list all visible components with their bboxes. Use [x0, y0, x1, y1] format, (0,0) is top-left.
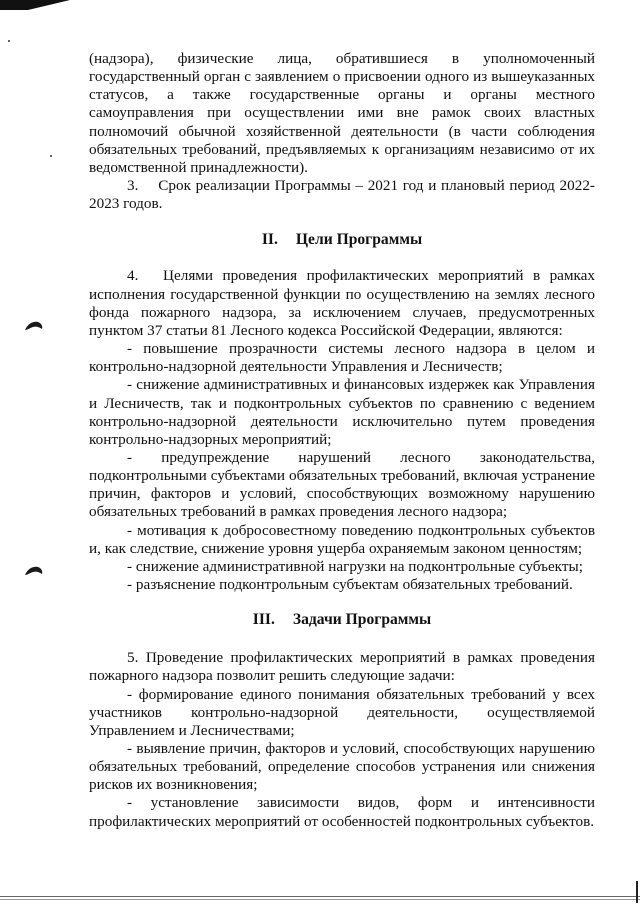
section-heading-tasks [89, 611, 595, 629]
section-title: Задачи Программы [292, 611, 432, 629]
scan-corner-artifact [628, 881, 638, 903]
section-number: III. [252, 611, 275, 629]
list-item: - снижение административных и финансовых издержек как Управления и Лесничеств, так и подконтрольных субъектов по сравнению с ведением контрольно-надзорной деятельности исключительно путем проведения контрольно-надзорных мероприятий; [89, 376, 595, 448]
punch-hole-mark [24, 565, 44, 577]
scan-corner-artifact [0, 0, 70, 10]
list-item: - снижение административной нагрузки на подконтрольные субъекты; [127, 557, 583, 575]
punch-hole-mark [24, 320, 44, 332]
list-item: - разъяснение подконтрольным субъектам обязательных требований. [127, 576, 573, 594]
list-item: - установление зависимости видов, форм и интенсивности профилактических мероприятий от особенностей подконтрольных субъектов. [89, 794, 595, 830]
list-item: - выявление причин, факторов и условий, способствующих нарушению обязательных требований, определение способов устранения или снижения рисков их возникновения; [89, 740, 595, 794]
list-item: - формирование единого понимания обязательных требований у всех участников контрольно-надзорной деятельности, осуществляемой Управлением и Лесничествами; [89, 685, 595, 739]
paragraph-item-5: 5. Проведение профилактических мероприятий в рамках проведения пожарного надзора позволит решить следующие задачи: [89, 649, 595, 685]
paragraph-item-3: 3. Срок реализации Программы – 2021 год и плановый период 2022-2023 годов. [89, 177, 595, 213]
section-number: II. [261, 231, 278, 249]
list-item: - повышение прозрачности системы лесного надзора в целом и контрольно-надзорной деятельности Управления и Лесничеств; [89, 340, 595, 376]
paragraph-item-4: 4. Целями проведения профилактических мероприятий в рамках исполнения государственной функции по осуществлению на землях лесного фонда пожарного надзора, за исключением случаев, предусмотренных пунктом 37 статьи 81 Лесного кодекса Российской Федерации, являются: [89, 267, 595, 339]
scan-bottom-edge [0, 896, 640, 897]
scan-bottom-edge [0, 899, 640, 900]
section-heading-goals [89, 231, 595, 249]
paragraph-continuation: (надзора), физические лица, обратившиеся в уполномоченный государственный орган с заявлением о присвоении одного из вышеуказанных статусов, а также государственные органы и органы местного самоуправления при осуществлении ими вне рамок своих властных полномочий обычной хозяйственной деятельности (в части соблюдения обязательных требований, предъявляемых к организациям независимо от их ведомственной принадлежности). [89, 50, 595, 176]
list-item: - предупреждение нарушений лесного законодательства, подконтрольными субъектами обязательных требований, включая устранение причин, факторов и условий, способствующих возможному нарушению обязательных требований в рамках проведения лесного надзора; [89, 448, 595, 521]
list-item: - мотивация к добросовестному поведению подконтрольных субъектов и, как следствие, снижение уровня ущерба охраняемым законом ценностям; [89, 521, 595, 557]
document-page [89, 50, 595, 831]
section-title: Цели Программы [295, 231, 423, 249]
scan-speck [50, 155, 52, 157]
scan-speck [8, 40, 10, 42]
